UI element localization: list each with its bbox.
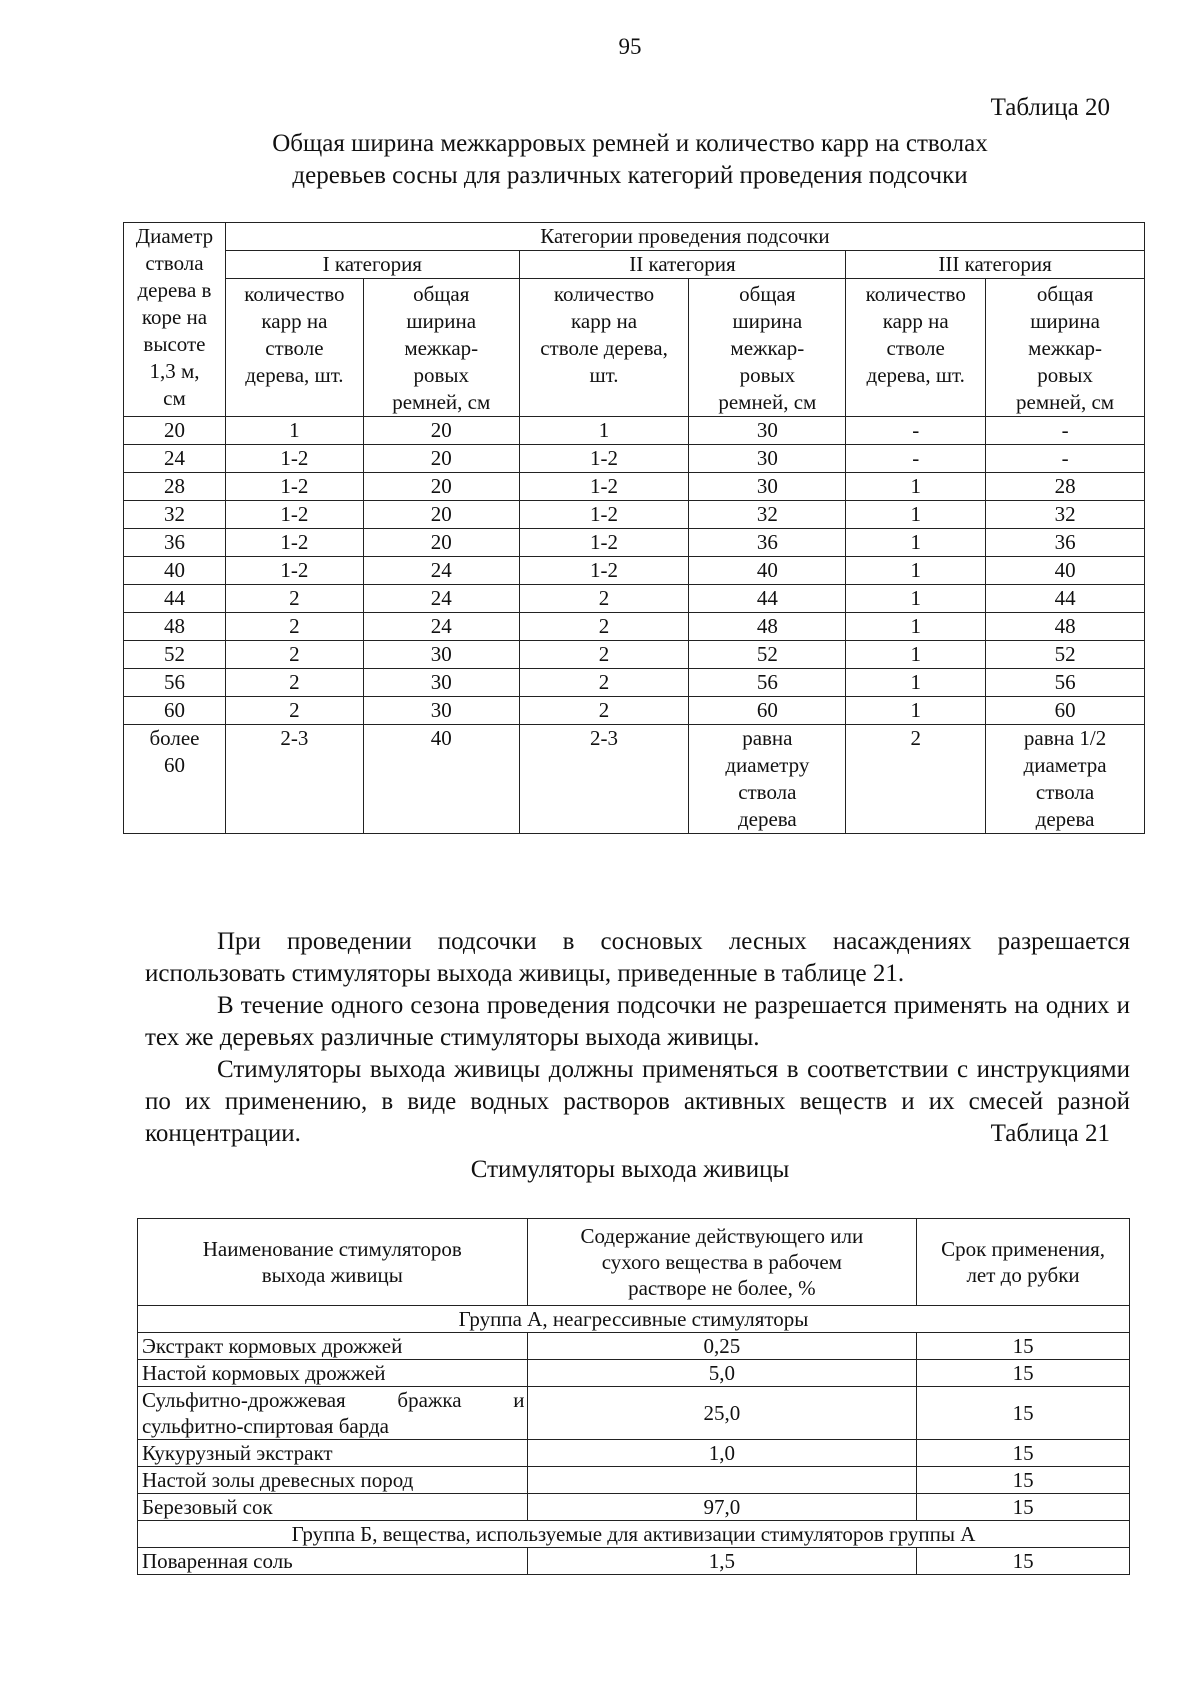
cell-cat2-width: 48 [689,613,846,641]
header-line: ремней, см [718,390,817,414]
cell-term-years: 15 [917,1548,1130,1575]
cell-cat3-count: 1 [846,557,986,585]
cell-stimulator-name [138,1387,528,1440]
header-line: Наименование стимуляторов [202,1237,462,1261]
group-b-row-label: Группа Б, вещества, используемые для активизации стимуляторов группы А [138,1521,1130,1548]
cell-cat1-width: 20 [363,445,519,473]
cell-line: сульфитно-спиртовая барда [142,1414,389,1438]
header-line: ровых [739,363,796,387]
table20 [123,222,1145,834]
cell-cat3-count: 1 [846,613,986,641]
cell-cat1-width: 24 [363,557,519,585]
cell-cat2-width: 30 [689,417,846,445]
header-line: карр на [882,309,949,333]
header-line: сухого вещества в рабочем [601,1250,842,1274]
cell-stimulator-name: Настой кормовых дрожжей [138,1360,528,1387]
cell-term-years: 15 [917,1387,1130,1440]
cell-line: дерева [1035,807,1095,831]
cell-line: дерева [737,807,797,831]
body-text [145,926,1130,1150]
header-line: ширина [732,309,803,333]
cell-content-percent: 5,0 [527,1360,917,1387]
header-line: межкар- [404,336,479,360]
cell-stimulator-name: Березовый сок [138,1494,528,1521]
cell-cat3-width: - [986,417,1145,445]
cell-cat1-width [363,725,519,834]
cell-content-percent: 1,0 [527,1440,917,1467]
header-line: ремней, см [1016,390,1115,414]
cell-diameter: 52 [124,641,226,669]
header-line: количество [553,282,655,306]
cell-cat2-count: 2 [519,585,689,613]
cell-cat3-count: 1 [846,529,986,557]
table20-header-cat3: III категория [846,251,1145,279]
header-line: растворе не более, % [628,1276,816,1300]
cell-cat2-width: 44 [689,585,846,613]
cell-cat1-count: 1-2 [225,529,363,557]
cell-cat3-width: 48 [986,613,1145,641]
header-line: общая [739,282,796,306]
header-line: см [163,386,186,410]
table-row [124,613,1145,641]
cell-line: 2-3 [590,726,619,750]
header-line: дерева в [137,278,212,302]
cell-cat2-count [519,725,689,834]
table-row [124,641,1145,669]
cell-cat2-width: 56 [689,669,846,697]
cell-term-years: 15 [917,1467,1130,1494]
table-row [124,445,1145,473]
cell-cat1-width: 24 [363,585,519,613]
header-line: ширина [406,309,477,333]
table20-header-cat1-width [363,279,519,417]
cell-diameter: 20 [124,417,226,445]
cell-cat1-count: 2 [225,697,363,725]
cell-diameter: 36 [124,529,226,557]
cell-cat1-count [225,725,363,834]
cell-cat2-count: 2 [519,669,689,697]
table20-label: Таблица 20 [990,94,1110,121]
cell-line: ствола [738,780,797,804]
cell-cat3-count: 1 [846,585,986,613]
table21-header-name [138,1219,528,1306]
header-line: карр на [571,309,638,333]
cell-diameter [124,725,226,834]
cell-cat1-width: 20 [363,417,519,445]
cell-cat2-width: 52 [689,641,846,669]
cell-diameter: 24 [124,445,226,473]
table20-header-categories: Категории проведения подсочки [225,223,1144,251]
cell-cat2-count: 1-2 [519,445,689,473]
cell-cat3-count: 1 [846,473,986,501]
cell-cat2-width: 30 [689,445,846,473]
cell-cat1-count: 2 [225,641,363,669]
table-row [124,501,1145,529]
cell-cat1-count: 1-2 [225,501,363,529]
header-line: ствола [145,251,204,275]
header-line: ремней, см [392,390,491,414]
header-line: стволе дерева, [540,336,668,360]
table20-title-line: деревьев сосны для различных категорий проведения подсочки [292,162,968,189]
cell-cat2-count: 1-2 [519,473,689,501]
table-row [138,1548,1130,1575]
cell-line: диаметра [1023,753,1107,777]
header-line: выхода живицы [261,1263,403,1287]
cell-cat3-count [846,725,986,834]
cell-cat2-width [689,725,846,834]
cell-line: 2-3 [280,726,309,750]
header-line: общая [1036,282,1094,306]
table20-header-cat2-count [519,279,689,417]
cell-cat3-count: 1 [846,697,986,725]
table21 [137,1218,1130,1575]
cell-diameter: 44 [124,585,226,613]
cell-cat2-count: 1-2 [519,529,689,557]
cell-cat2-count: 1-2 [519,501,689,529]
table-row [124,725,1145,834]
table-row [138,1494,1130,1521]
cell-cat1-width: 20 [363,501,519,529]
paragraph: В течение одного сезона проведения подсочки не разрешается применять на одних и тех же деревьях различные стимуляторы выхода живицы. [145,992,1130,1051]
cell-content-percent: 97,0 [527,1494,917,1521]
cell-cat1-width: 30 [363,641,519,669]
cell-cat3-width: 32 [986,501,1145,529]
cell-term-years: 15 [917,1440,1130,1467]
table20-header-cat2-width [689,279,846,417]
cell-cat2-width: 30 [689,473,846,501]
cell-cat1-count: 1-2 [225,557,363,585]
cell-content-percent: 1,5 [527,1548,917,1575]
table20-header-cat1-count [225,279,363,417]
cell-cat3-count: 1 [846,641,986,669]
cell-line: равна [742,726,793,750]
cell-cat1-width: 20 [363,529,519,557]
cell-line: ствола [1035,780,1095,804]
table21-title: Стимуляторы выхода живицы [470,1156,790,1183]
cell-stimulator-name: Кукурузный экстракт [138,1440,528,1467]
header-line: Срок применения, [941,1237,1106,1261]
cell-line: 60 [163,753,185,777]
header-line: стволе [265,336,324,360]
header-line: Содержание действующего или [580,1224,864,1248]
cell-line: Сульфитно-дрожжевая бражка и [142,1388,525,1412]
cell-stimulator-name: Поваренная соль [138,1548,528,1575]
header-line: Диаметр [135,224,214,248]
cell-cat3-width: 56 [986,669,1145,697]
table-row [124,669,1145,697]
header-line: дерева, шт. [866,363,965,387]
cell-cat3-width: 60 [986,697,1145,725]
cell-line: равна 1/2 [1023,726,1107,750]
cell-cat2-count: 1-2 [519,557,689,585]
cell-line: диаметру [725,753,810,777]
cell-stimulator-name: Экстракт кормовых дрожжей [138,1333,528,1360]
cell-cat3-width: 28 [986,473,1145,501]
cell-cat2-count: 2 [519,641,689,669]
cell-term-years: 15 [917,1494,1130,1521]
cell-line: 2 [910,726,921,750]
header-line: карр на [261,309,328,333]
group-a-row [138,1306,1130,1333]
cell-cat1-count: 2 [225,585,363,613]
table-row [138,1440,1130,1467]
header-line: лет до рубки [966,1263,1080,1287]
header-line: стволе [886,336,945,360]
cell-cat3-width [986,725,1145,834]
table-row [124,417,1145,445]
cell-stimulator-name: Настой золы древесных пород [138,1467,528,1494]
cell-cat2-width: 40 [689,557,846,585]
cell-term-years: 15 [917,1360,1130,1387]
cell-cat2-width: 36 [689,529,846,557]
cell-cat1-width: 20 [363,473,519,501]
table-row [124,697,1145,725]
table21-label: Таблица 21 [990,1120,1110,1147]
table-row [124,557,1145,585]
table20-title-line: Общая ширина межкарровых ремней и количество карр на стволах [272,130,988,157]
cell-cat1-width: 30 [363,669,519,697]
cell-cat1-count: 2 [225,613,363,641]
cell-diameter: 32 [124,501,226,529]
table-row [124,473,1145,501]
cell-cat2-count: 2 [519,613,689,641]
table20-header-diameter [124,223,226,417]
paragraph: Стимуляторы выхода живицы должны применяться в соответствии с инструкциями по их применению, в виде водных растворов активных веществ и их смесей разной концентрации. [145,1056,1130,1147]
cell-cat1-count: 1 [225,417,363,445]
cell-cat1-width: 30 [363,697,519,725]
cell-cat1-width: 24 [363,613,519,641]
cell-cat1-count: 1-2 [225,473,363,501]
cell-content-percent [527,1467,917,1494]
cell-diameter: 60 [124,697,226,725]
table-row [124,529,1145,557]
header-line: межкар- [1028,336,1102,360]
cell-cat2-count: 2 [519,697,689,725]
table20-header-cat2: II категория [519,251,846,279]
cell-cat3-count: 1 [846,501,986,529]
cell-line: более [149,726,200,750]
header-line: дерева, шт. [245,363,344,387]
cell-cat3-count: - [846,445,986,473]
table-row [138,1360,1130,1387]
header-line: 1,3 м, [149,359,200,383]
header-line: коре на [141,305,208,329]
table21-header-term [917,1219,1130,1306]
header-line: межкар- [730,336,805,360]
cell-cat3-width: 36 [986,529,1145,557]
cell-term-years: 15 [917,1333,1130,1360]
cell-cat3-width: 44 [986,585,1145,613]
table21-header-content [527,1219,917,1306]
cell-cat2-width: 60 [689,697,846,725]
cell-cat2-width: 32 [689,501,846,529]
header-line: количество [865,282,966,306]
table-row [138,1387,1130,1440]
cell-line: 40 [430,726,452,750]
header-line: ровых [1037,363,1093,387]
table-row [138,1333,1130,1360]
cell-content-percent: 25,0 [527,1387,917,1440]
group-a-row-label: Группа А, неагрессивные стимуляторы [138,1306,1130,1333]
cell-diameter: 56 [124,669,226,697]
cell-content-percent: 0,25 [527,1333,917,1360]
table20-header-cat1: I категория [225,251,519,279]
table-row [124,585,1145,613]
table20-header-cat3-count [846,279,986,417]
cell-cat3-width: 52 [986,641,1145,669]
header-line: ровых [413,363,469,387]
header-line: высоте [143,332,206,356]
table20-header-cat3-width [986,279,1145,417]
header-line: общая [413,282,470,306]
cell-cat1-count: 2 [225,669,363,697]
cell-cat3-width: 40 [986,557,1145,585]
cell-diameter: 28 [124,473,226,501]
cell-diameter: 40 [124,557,226,585]
cell-cat3-count: - [846,417,986,445]
cell-cat1-count: 1-2 [225,445,363,473]
group-b-row [138,1521,1130,1548]
cell-cat3-width: - [986,445,1145,473]
paragraph: При проведении подсочки в сосновых лесных насаждениях разрешается использовать стимуляторы выхода живицы, приведенные в таблице 21. [145,928,1130,987]
header-line: шт. [589,363,619,387]
table-row [138,1467,1130,1494]
cell-cat2-count: 1 [519,417,689,445]
table20-title [0,128,1200,192]
header-line: ширина [1030,309,1100,333]
header-line: количество [244,282,345,306]
cell-diameter: 48 [124,613,226,641]
cell-cat3-count: 1 [846,669,986,697]
page-number: 95 [618,34,642,59]
